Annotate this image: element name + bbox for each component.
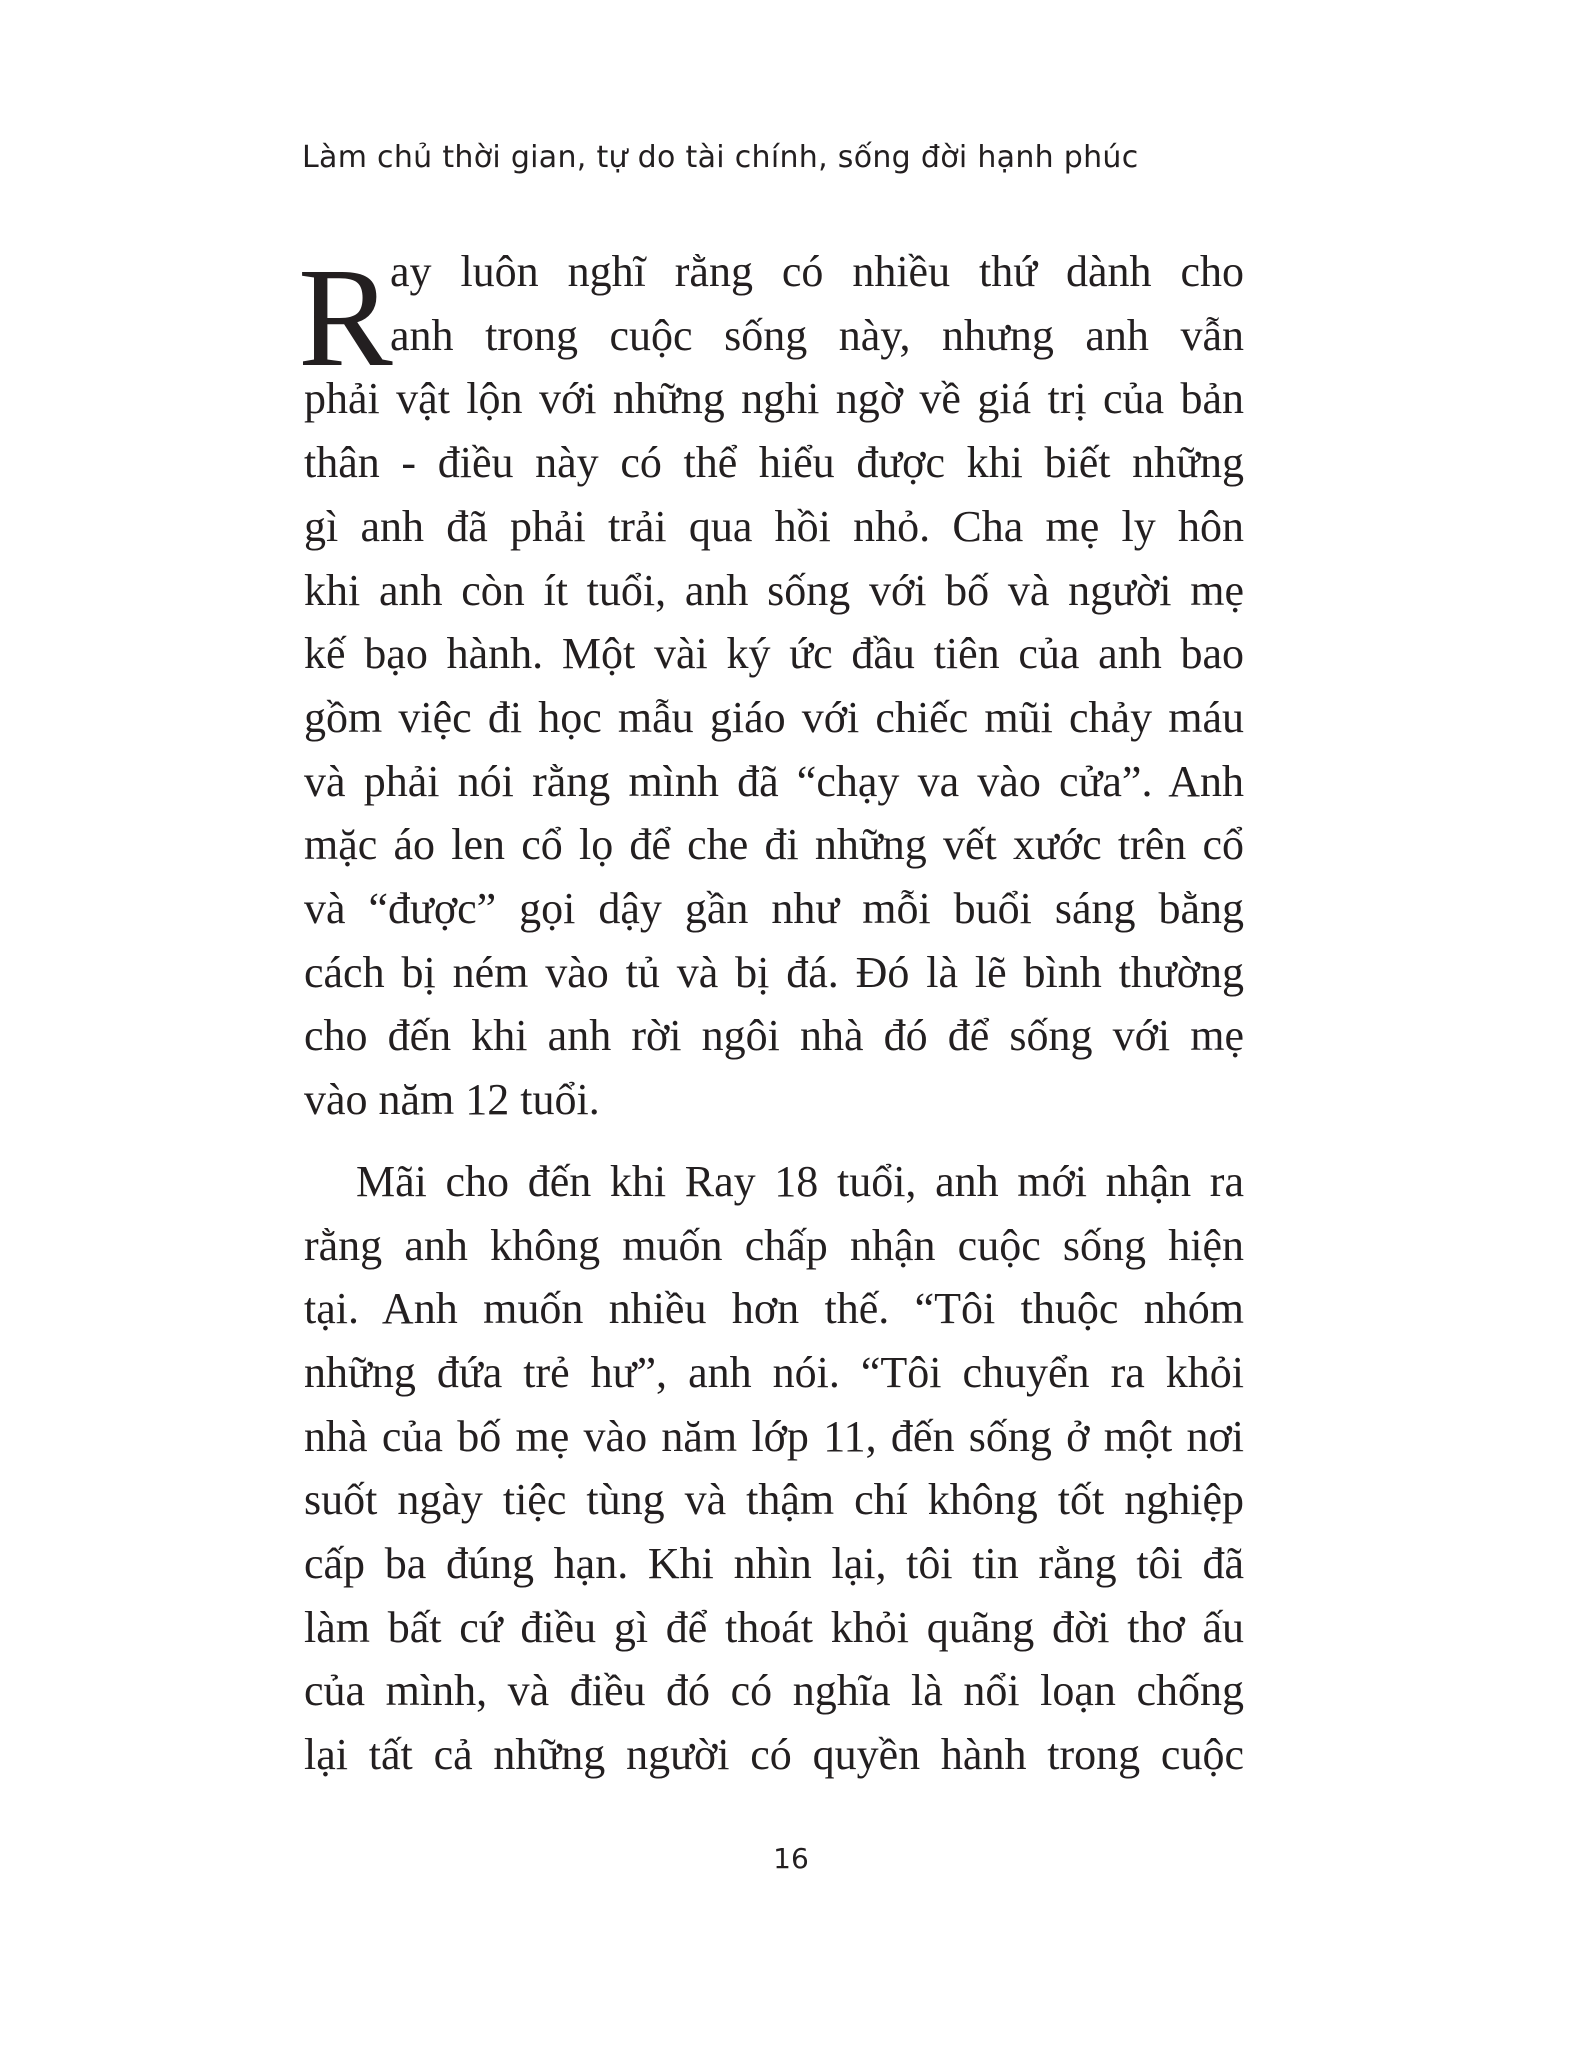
paragraph-line: và “được” gọi dậy gần như mỗi buổi sáng bằng: [304, 884, 1244, 934]
paragraph-line: kế bạo hành. Một vài ký ức đầu tiên của anh bao: [304, 629, 1244, 679]
paragraph-line: gồm việc đi học mẫu giáo với chiếc mũi chảy máu: [304, 692, 1244, 742]
paragraph-line: thân - điều này có thể hiểu được khi biết những: [304, 438, 1244, 488]
paragraph-line: gì anh đã phải trải qua hồi nhỏ. Cha mẹ ly hôn: [304, 501, 1244, 551]
paragraph-line: những đứa trẻ hư”, anh nói. “Tôi chuyển ra khỏi: [304, 1347, 1244, 1397]
drop-cap: R: [298, 238, 393, 396]
paragraph-line: cho đến khi anh rời ngôi nhà đó để sống với mẹ: [304, 1011, 1244, 1061]
paragraph-line: của mình, và điều đó có nghĩa là nổi loạn chống: [304, 1666, 1244, 1716]
paragraph-line: lại tất cả những người có quyền hành trong cuộc: [304, 1730, 1244, 1780]
paragraph-line: phải vật lộn với những nghi ngờ về giá trị của bản: [304, 374, 1244, 424]
paragraph-line: R ay luôn nghĩ rằng có nhiều thứ dành cho: [298, 238, 1244, 396]
paragraph-line: mặc áo len cổ lọ để che đi những vết xước trên cổ: [304, 820, 1244, 870]
paragraph-line: và phải nói rằng mình đã “chạy va vào cửa”. Anh: [304, 756, 1244, 806]
page-number: 16: [773, 1842, 809, 1875]
paragraph-line: cấp ba đúng hạn. Khi nhìn lại, tôi tin rằng tôi đã: [304, 1539, 1244, 1589]
body-text: [298, 238, 1244, 1787]
paragraph-line: suốt ngày tiệc tùng và thậm chí không tốt nghiệp: [304, 1475, 1244, 1525]
paragraph-line: cách bị ném vào tủ và bị đá. Đó là lẽ bình thường: [304, 947, 1244, 997]
paragraph-line: anh trong cuộc sống này, nhưng anh vẫn: [390, 310, 1244, 360]
paragraph-line: nhà của bố mẹ vào năm lớp 11, đến sống ở một nơi: [304, 1411, 1244, 1461]
paragraph-line: làm bất cứ điều gì để thoát khỏi quãng đời thơ ấu: [304, 1602, 1244, 1652]
paragraph-line: vào năm 12 tuổi.: [304, 1075, 600, 1125]
paragraph-line: rằng anh không muốn chấp nhận cuộc sống hiện: [304, 1220, 1244, 1270]
paragraph-1: [298, 238, 1244, 1132]
paragraph-2: [304, 1150, 1244, 1787]
paragraph-line: Mãi cho đến khi Ray 18 tuổi, anh mới nhận ra: [356, 1156, 1244, 1206]
paragraph-line: tại. Anh muốn nhiều hơn thế. “Tôi thuộc nhóm: [304, 1284, 1244, 1334]
paragraph-line: khi anh còn ít tuổi, anh sống với bố và người mẹ: [304, 565, 1244, 615]
running-header: Làm chủ thời gian, tự do tài chính, sống đời hạnh phúc: [302, 140, 1139, 175]
